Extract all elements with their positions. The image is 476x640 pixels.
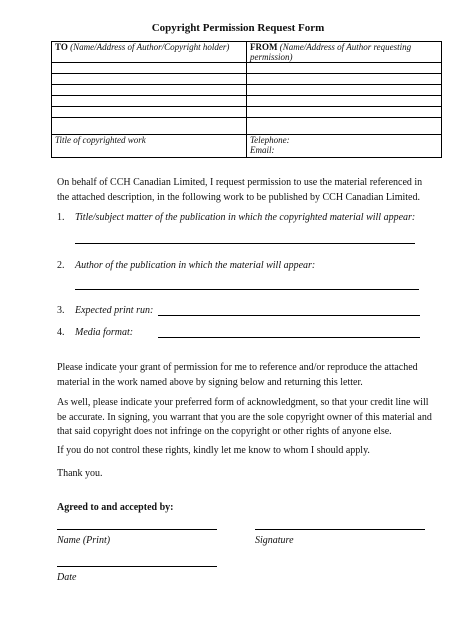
intro-line: On behalf of CCH Canadian Limited, I request permission to use the material referenced in — [57, 177, 423, 188]
from-field[interactable] — [247, 107, 442, 118]
contact-info-cell[interactable] — [247, 135, 442, 158]
publication-title-input-line[interactable] — [75, 243, 415, 244]
date-input-line[interactable] — [57, 566, 217, 567]
to-field[interactable] — [52, 118, 247, 135]
agreed-heading: Agreed to and accepted by: — [57, 502, 174, 513]
telephone-label: Telephone: — [250, 135, 290, 145]
from-label: FROM — [250, 42, 278, 52]
from-field[interactable] — [247, 74, 442, 85]
item-number: 1. — [57, 212, 65, 223]
signature-input-line[interactable] — [255, 529, 425, 530]
item-label-media-format: Media format: — [75, 327, 134, 338]
title-of-work-cell[interactable] — [52, 135, 247, 158]
publication-author-input-line[interactable] — [75, 289, 419, 290]
from-description: (Name/Address of Author requesting — [279, 42, 412, 52]
paragraph-line: material in the work named above by signing below and returning this letter. — [57, 376, 363, 388]
to-field[interactable] — [52, 74, 247, 85]
item-number: 3. — [57, 305, 65, 316]
from-header-cell — [247, 42, 442, 63]
form-title: Copyright Permission Request Form — [151, 22, 325, 34]
name-print-label: Name (Print) — [57, 535, 111, 546]
to-field[interactable] — [52, 96, 247, 107]
date-label: Date — [57, 572, 77, 583]
to-description: (Name/Address of Author/Copyright holder) — [70, 42, 230, 52]
paragraph-line: that said copyright does not infringe on the copyright or other rights of anyone else. — [57, 426, 392, 437]
item-number: 2. — [57, 260, 65, 271]
from-field[interactable] — [247, 63, 442, 74]
from-field[interactable] — [247, 85, 442, 96]
paragraph-line: Please indicate your grant of permission for me to reference and/or reproduce the attached — [57, 362, 418, 373]
to-label: TO — [55, 42, 68, 52]
media-format-input-line[interactable] — [158, 337, 420, 338]
contact-table — [51, 41, 442, 158]
intro-line: the attached description, in the following work to be published by CCH Canadian Limited. — [57, 191, 420, 203]
to-field[interactable] — [52, 85, 247, 96]
signature-label: Signature — [255, 535, 294, 546]
to-field[interactable] — [52, 63, 247, 74]
title-of-work-label: Title of copyrighted work — [55, 135, 146, 145]
item-label-print-run: Expected print run: — [75, 305, 154, 316]
to-header-cell — [52, 42, 247, 63]
email-label: Email: — [250, 145, 275, 155]
from-description-2: permission) — [250, 52, 293, 62]
print-run-input-line[interactable] — [158, 315, 420, 316]
from-field[interactable] — [247, 96, 442, 107]
item-label-publication-title: Title/subject matter of the publication in which the copyrighted material will appear: — [75, 212, 416, 223]
item-label-publication-author: Author of the publication in which the material will appear: — [75, 260, 316, 271]
rights-paragraph: If you do not control these rights, kindly let me know to whom I should apply. — [57, 445, 370, 456]
thank-you-text: Thank you. — [57, 468, 103, 479]
intro-paragraph — [57, 176, 442, 205]
paragraph-line: be accurate. In signing, you warrant that you are the sole copyright owner of this material and — [57, 411, 432, 423]
name-print-input-line[interactable] — [57, 529, 217, 530]
item-number: 4. — [57, 327, 65, 338]
acknowledgment-paragraph — [57, 396, 442, 440]
from-field[interactable] — [247, 118, 442, 135]
grant-paragraph — [57, 361, 442, 390]
paragraph-line: As well, please indicate your preferred form of acknowledgment, so that your credit line will — [57, 397, 429, 408]
to-field[interactable] — [52, 107, 247, 118]
